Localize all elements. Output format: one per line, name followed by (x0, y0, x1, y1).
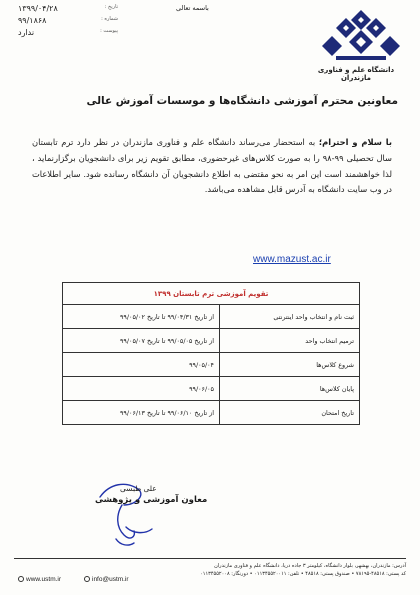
footer-email[interactable] (84, 576, 129, 583)
bism-heading: باسمه تعالی (176, 4, 209, 12)
table-row (63, 353, 360, 377)
globe-icon (18, 576, 24, 582)
footer-website[interactable] (18, 576, 61, 583)
website-link[interactable]: www.mazust.ac.ir (253, 254, 331, 265)
number-value: ۹۹/۱۸۶۸ (18, 16, 47, 25)
row-label: پایان کلاس‌ها (220, 377, 360, 401)
row-value: از تاریخ ۹۹/۰۵/۰۵ تا تاریخ ۹۹/۰۵/۰۷ (63, 329, 220, 353)
row-label: ترمیم انتخاب واحد (220, 329, 360, 353)
signatory-name: علی طبسی (120, 484, 157, 493)
footer-address: آدرس: مازندران، بهشهر، بلوار دانشگاه، کیلومتر ۳ جاده دریا، دانشگاه علم و فناوری مازندران (214, 563, 406, 569)
footer-address-block (136, 562, 406, 578)
attachment-label: پیوست : (100, 28, 118, 34)
row-label: ثبت نام و انتخاب واحد اینترنتی (220, 305, 360, 329)
signatory-title: معاون آموزشی و پژوهشی (95, 495, 208, 505)
greeting: با سلام و احترام؛ (318, 137, 392, 147)
date-value: ۱۳۹۹/۰۴/۲۸ (18, 4, 58, 13)
letter-meta (18, 4, 118, 40)
date-row (18, 4, 118, 16)
calendar-title: تقویم آموزشی ترم تابستان ۱۳۹۹ (63, 283, 360, 305)
letter-body (32, 135, 392, 198)
calendar-table (62, 282, 360, 425)
row-label: شروع کلاس‌ها (220, 353, 360, 377)
recipient-heading: معاونین محترم آموزشی دانشگاه‌ها و موسسات آموزش عالی (86, 95, 398, 107)
footer-contacts: کد پستی: ۴۸۵۱۸-۷۸۱۹۵ • صندوق پستی: ۴۸۵۱۸ • تلفن: ۰۱۱۳۴۵۵۲۰۰۱۱ • دورنگار: ۰۱۱۳۴۵۵۲۰۰۸ (200, 571, 406, 577)
row-label: تاریخ امتحان (220, 401, 360, 425)
attachment-value: ندارد (18, 28, 35, 37)
footer-divider (14, 558, 406, 559)
number-label: شماره : (101, 16, 118, 22)
table-row (63, 305, 360, 329)
date-label: تاریخ : (104, 4, 118, 10)
row-value: از تاریخ ۹۹/۰۴/۳۱ تا تاریخ ۹۹/۰۵/۰۲ (63, 305, 220, 329)
mail-icon (84, 576, 90, 582)
attachment-row (18, 28, 118, 40)
body-paragraph: به استحضار می‌رساند دانشگاه علم و فناوری مازندران در نظر دارد ترم تابستان سال تحصیلی ۹۹-۹۸ را به صورت کلاس‌های غیرحضوری، مطابق تقویم زیر برای دانشجویان برگزارنماید ، لذا خواهشمند است این امر به نحو مقتضی به اطلاع دانشجویان آن دانشگاه رسانده شود. سایر اطلاعات در وب سایت دانشگاه به آدرس قابل مشاهده می‌باشد. (32, 137, 393, 195)
university-name: دانشگاه علم و فناوری مازندران (317, 66, 395, 82)
row-value: ۹۹/۰۶/۰۵ (63, 377, 220, 401)
row-value: ۹۹/۰۵/۰۴ (63, 353, 220, 377)
footer-email-text: info@ustm.ir (92, 576, 129, 583)
table-row (63, 401, 360, 425)
table-row (63, 377, 360, 401)
footer-website-text: www.ustm.ir (26, 576, 62, 583)
university-logo (322, 8, 400, 66)
number-row (18, 16, 118, 28)
table-row (63, 329, 360, 353)
row-value: از تاریخ ۹۹/۰۶/۱۰ تا تاریخ ۹۹/۰۶/۱۳ (63, 401, 220, 425)
